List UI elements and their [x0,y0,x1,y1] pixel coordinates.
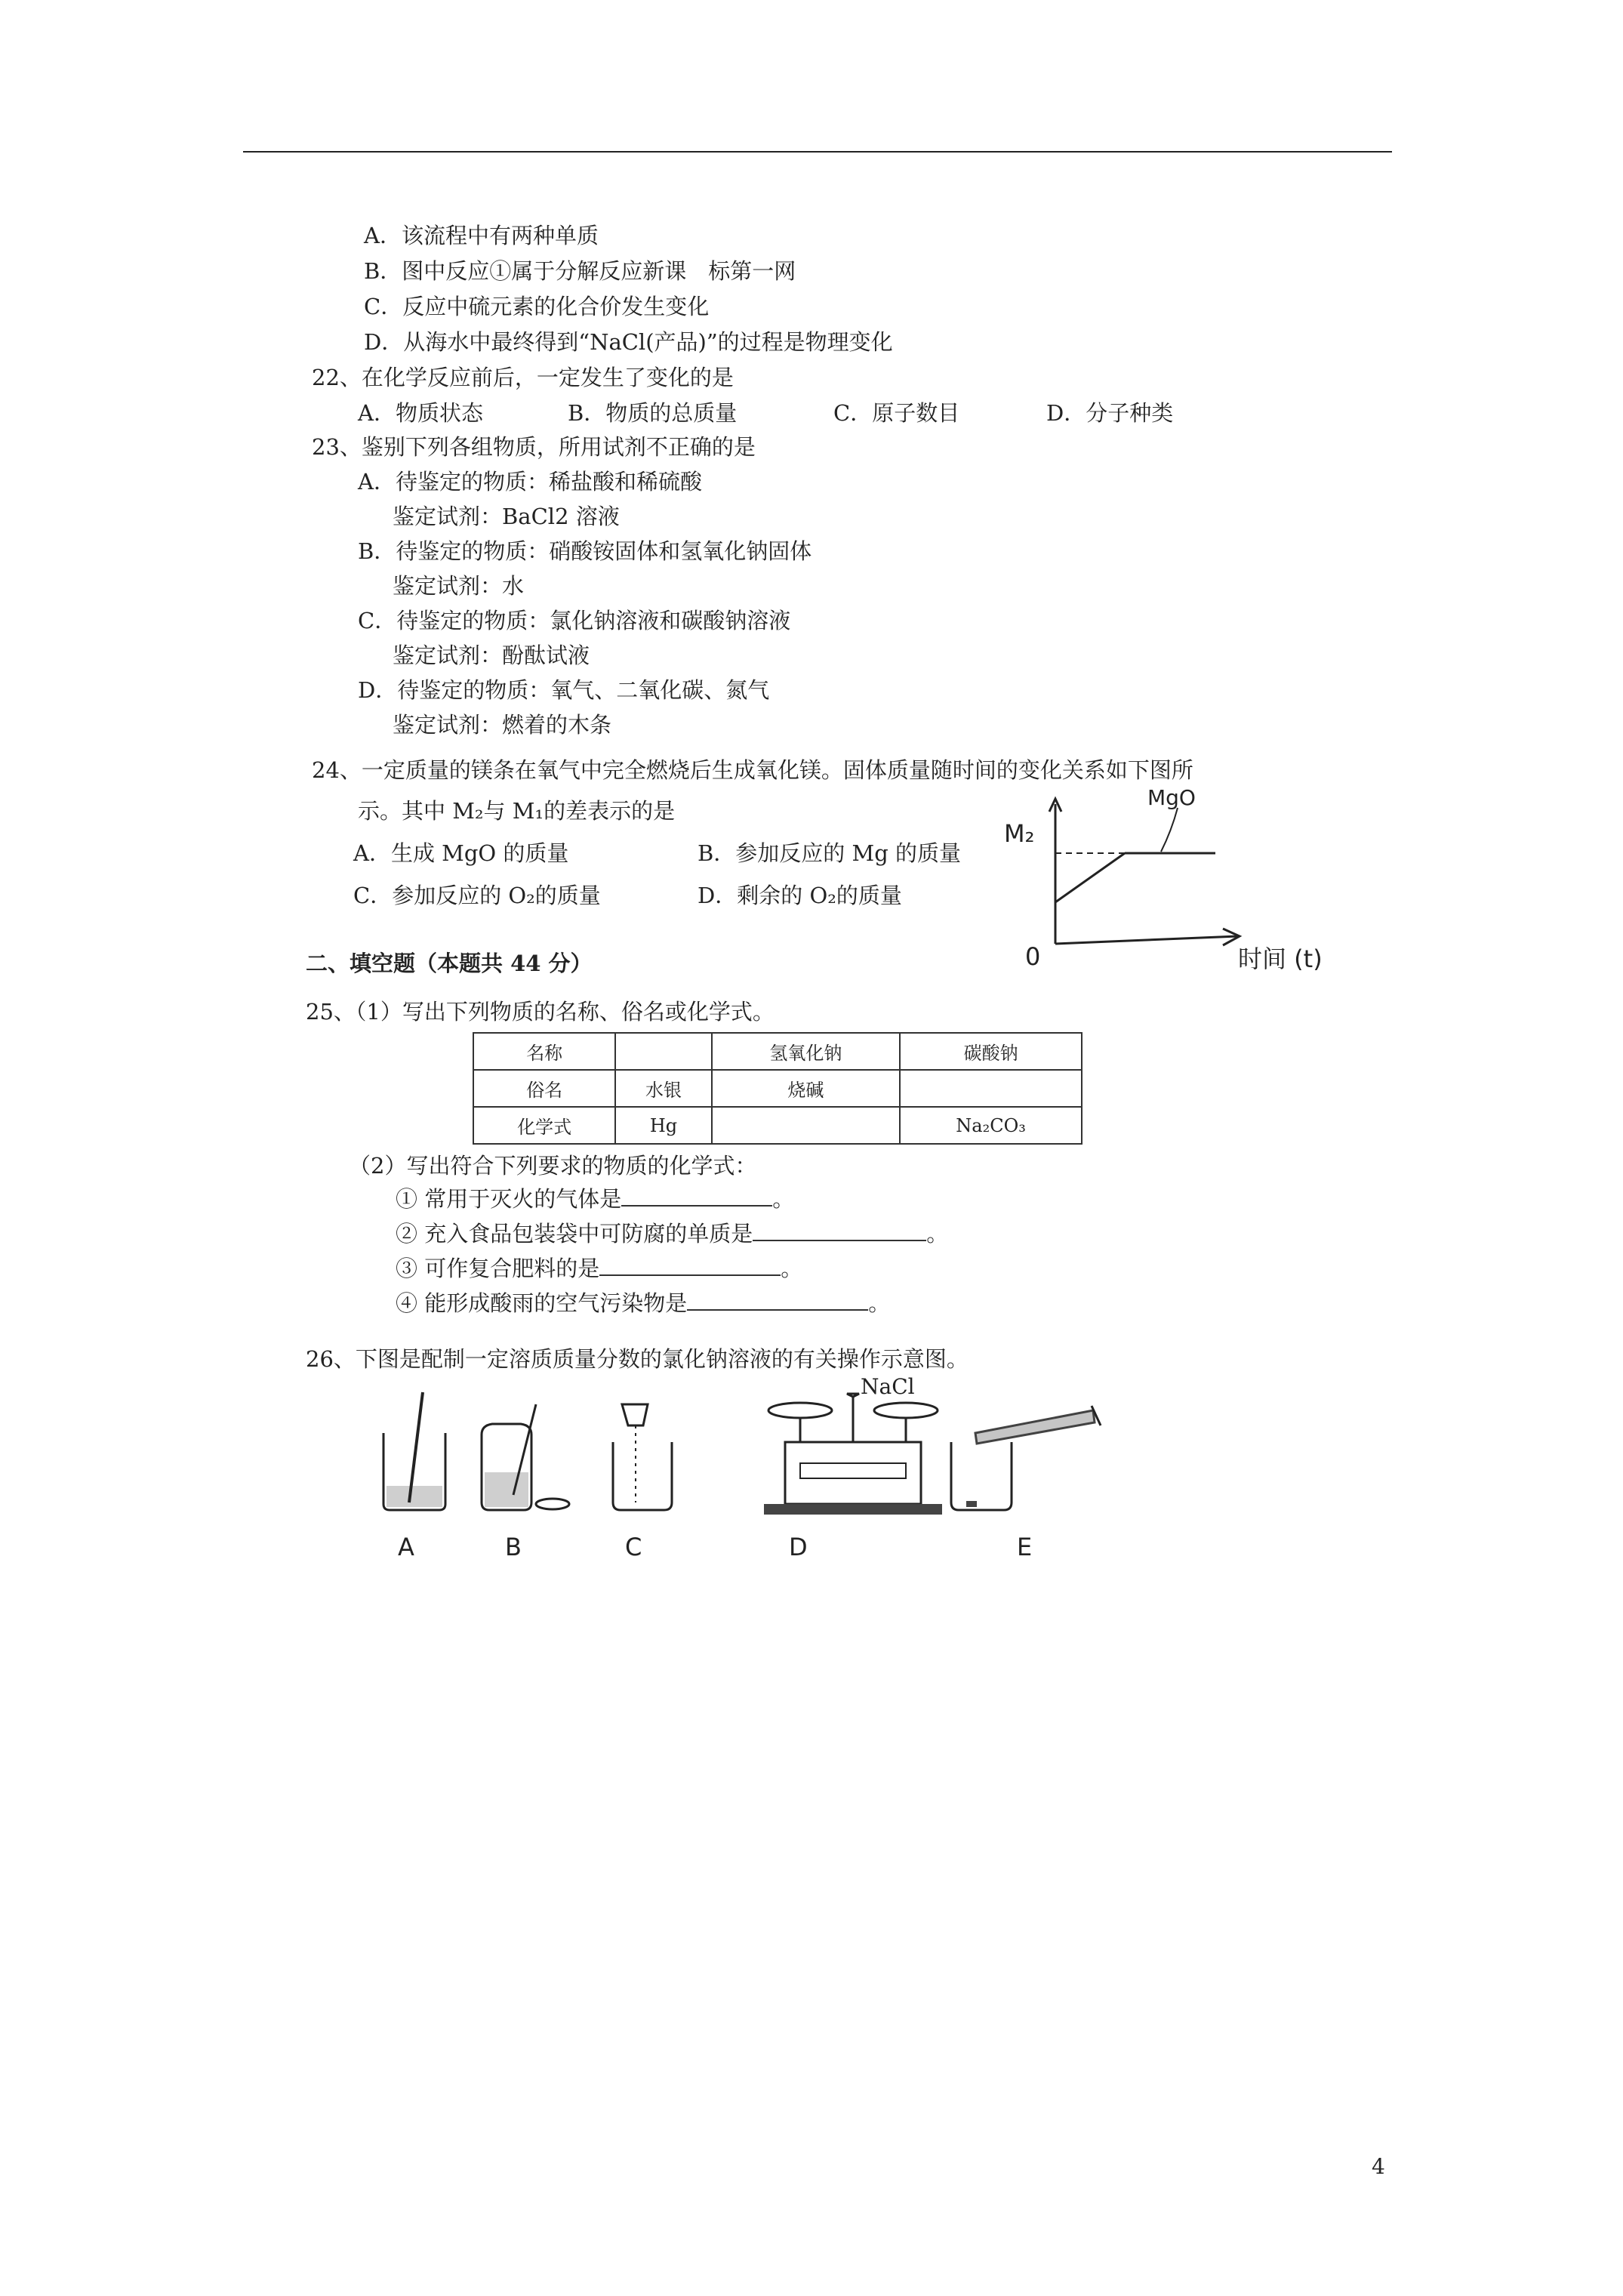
apparatus-label-b: B [505,1533,522,1561]
table-cell: Hg [615,1107,711,1144]
q25-part2: （2）写出符合下列要求的物质的化学式： [349,1153,757,1179]
q24-curve-label-pointer [1161,808,1178,852]
table-cell: 碳酸钠 [900,1033,1082,1070]
table-row [473,1070,1082,1107]
q25-item-3 [396,1252,802,1283]
q23-item-d-reagent: 鉴定试剂：燃着的木条 [393,712,612,738]
apparatus-e-pouring [951,1406,1101,1510]
table-cell: 氢氧化钠 [712,1033,900,1070]
q22-option-d: D．分子种类 [1046,400,1174,426]
q25-item-2 [396,1217,948,1248]
q22-option-c: C．原子数目 [833,400,960,426]
q22-option-a: A．物质状态 [358,400,483,426]
q22-option-b: B．物质的总质量 [568,400,738,426]
apparatus-label-e: E [1017,1533,1033,1561]
q24-graph-y-label: M₂ [1004,819,1035,848]
q25-item-1 [396,1182,794,1213]
q25-part1: 25、（1）写出下列物质的名称、俗名或化学式。 [306,999,775,1025]
table-row [473,1033,1082,1070]
q23-stem: 23、鉴别下列各组物质，所用试剂不正确的是 [312,434,756,460]
apparatus-d-balance [764,1394,942,1515]
q22-stem: 22、在化学反应前后，一定发生了变化的是 [312,365,734,390]
q24-option-b: B．参加反应的 Mg 的质量 [698,840,962,866]
q26-nacl-label: NaCl [861,1374,915,1399]
q24-mass-time-graph [996,785,1419,997]
q24-graph-origin: 0 [1025,942,1041,971]
q25-item-4-text: ④ 能形成酸雨的空气污染物是 [396,1290,688,1316]
q21-option-c: C．反应中硫元素的化合价发生变化 [364,294,710,319]
table-cell [900,1070,1082,1107]
q24-graph-curve-label: MgO [1147,785,1196,810]
q25-item-1-text: ① 常用于灭火的气体是 [396,1186,622,1212]
q25-item-2-text: ② 充入食品包装袋中可防腐的单质是 [396,1221,753,1247]
answer-blank[interactable] [599,1255,781,1276]
q23-item-b: B．待鉴定的物质：硝酸铵固体和氢氧化钠固体 [358,538,812,564]
q24-option-d: D．剩余的 O₂的质量 [698,883,902,908]
q26-stem: 26、下图是配制一定溶质质量分数的氯化钠溶液的有关操作示意图。 [306,1346,969,1372]
q24-stem-line1: 24、一定质量的镁条在氧气中完全燃烧后生成氧化镁。固体质量随时间的变化关系如下图所 [312,757,1193,783]
apparatus-b-bottle-spoon [482,1404,569,1510]
apparatus-label-c: C [625,1533,642,1561]
apparatus-label-a: A [398,1533,414,1561]
page-number: 4 [1372,2154,1385,2179]
table-cell: Na₂CO₃ [900,1107,1082,1144]
q25-item-4-end: 。 [868,1290,891,1316]
q23-item-c-reagent: 鉴定试剂：酚酞试液 [393,643,590,668]
table-row [473,1107,1082,1144]
q21-option-a: A．该流程中有两种单质 [364,223,599,248]
q24-option-c: C．参加反应的 O₂的质量 [353,883,601,908]
q21-option-d: D．从海水中最终得到“NaCl(产品)”的过程是物理变化 [364,329,893,355]
q23-item-a-reagent: 鉴定试剂：BaCl2 溶液 [393,504,620,529]
table-cell: 俗名 [473,1070,615,1107]
q23-item-d: D．待鉴定的物质：氧气、二氧化碳、氮气 [358,677,770,703]
q24-option-a: A．生成 MgO 的质量 [353,840,569,866]
q25-item-2-end: 。 [926,1221,949,1247]
header-rule [243,151,1392,153]
q25-item-3-text: ③ 可作复合肥料的是 [396,1256,600,1281]
section2-title: 二、填空题（本题共 44 分） [306,951,593,976]
table-cell [712,1107,900,1144]
answer-blank[interactable] [753,1220,926,1241]
table-cell: 水银 [615,1070,711,1107]
q26-apparatus-figure [362,1389,1132,1533]
q24-curve-rising [1055,853,1125,902]
q24-x-axis [1055,936,1238,944]
q25-item-3-end: 。 [781,1256,803,1281]
table-cell: 化学式 [473,1107,615,1144]
q25-item-4 [396,1287,890,1318]
apparatus-c-beaker [613,1404,672,1510]
q23-item-b-reagent: 鉴定试剂：水 [393,573,525,599]
q25-item-1-end: 。 [772,1186,795,1212]
q23-item-c: C．待鉴定的物质：氯化钠溶液和碳酸钠溶液 [358,608,791,633]
q23-item-a: A．待鉴定的物质：稀盐酸和稀硫酸 [358,469,702,495]
answer-blank[interactable] [687,1290,868,1311]
q25-table [473,1032,1083,1145]
q24-stem-line2: 示。其中 M₂与 M₁的差表示的是 [358,798,676,824]
answer-blank[interactable] [621,1185,772,1207]
apparatus-a-beaker-stirring [383,1392,445,1510]
q21-option-b: B．图中反应①属于分解反应新课 标第一网 [364,258,796,284]
table-cell [615,1033,711,1070]
apparatus-label-d: D [789,1533,808,1561]
q24-graph-x-label: 时间 (t) [1238,945,1323,973]
table-cell: 名称 [473,1033,615,1070]
table-cell: 烧碱 [712,1070,900,1107]
